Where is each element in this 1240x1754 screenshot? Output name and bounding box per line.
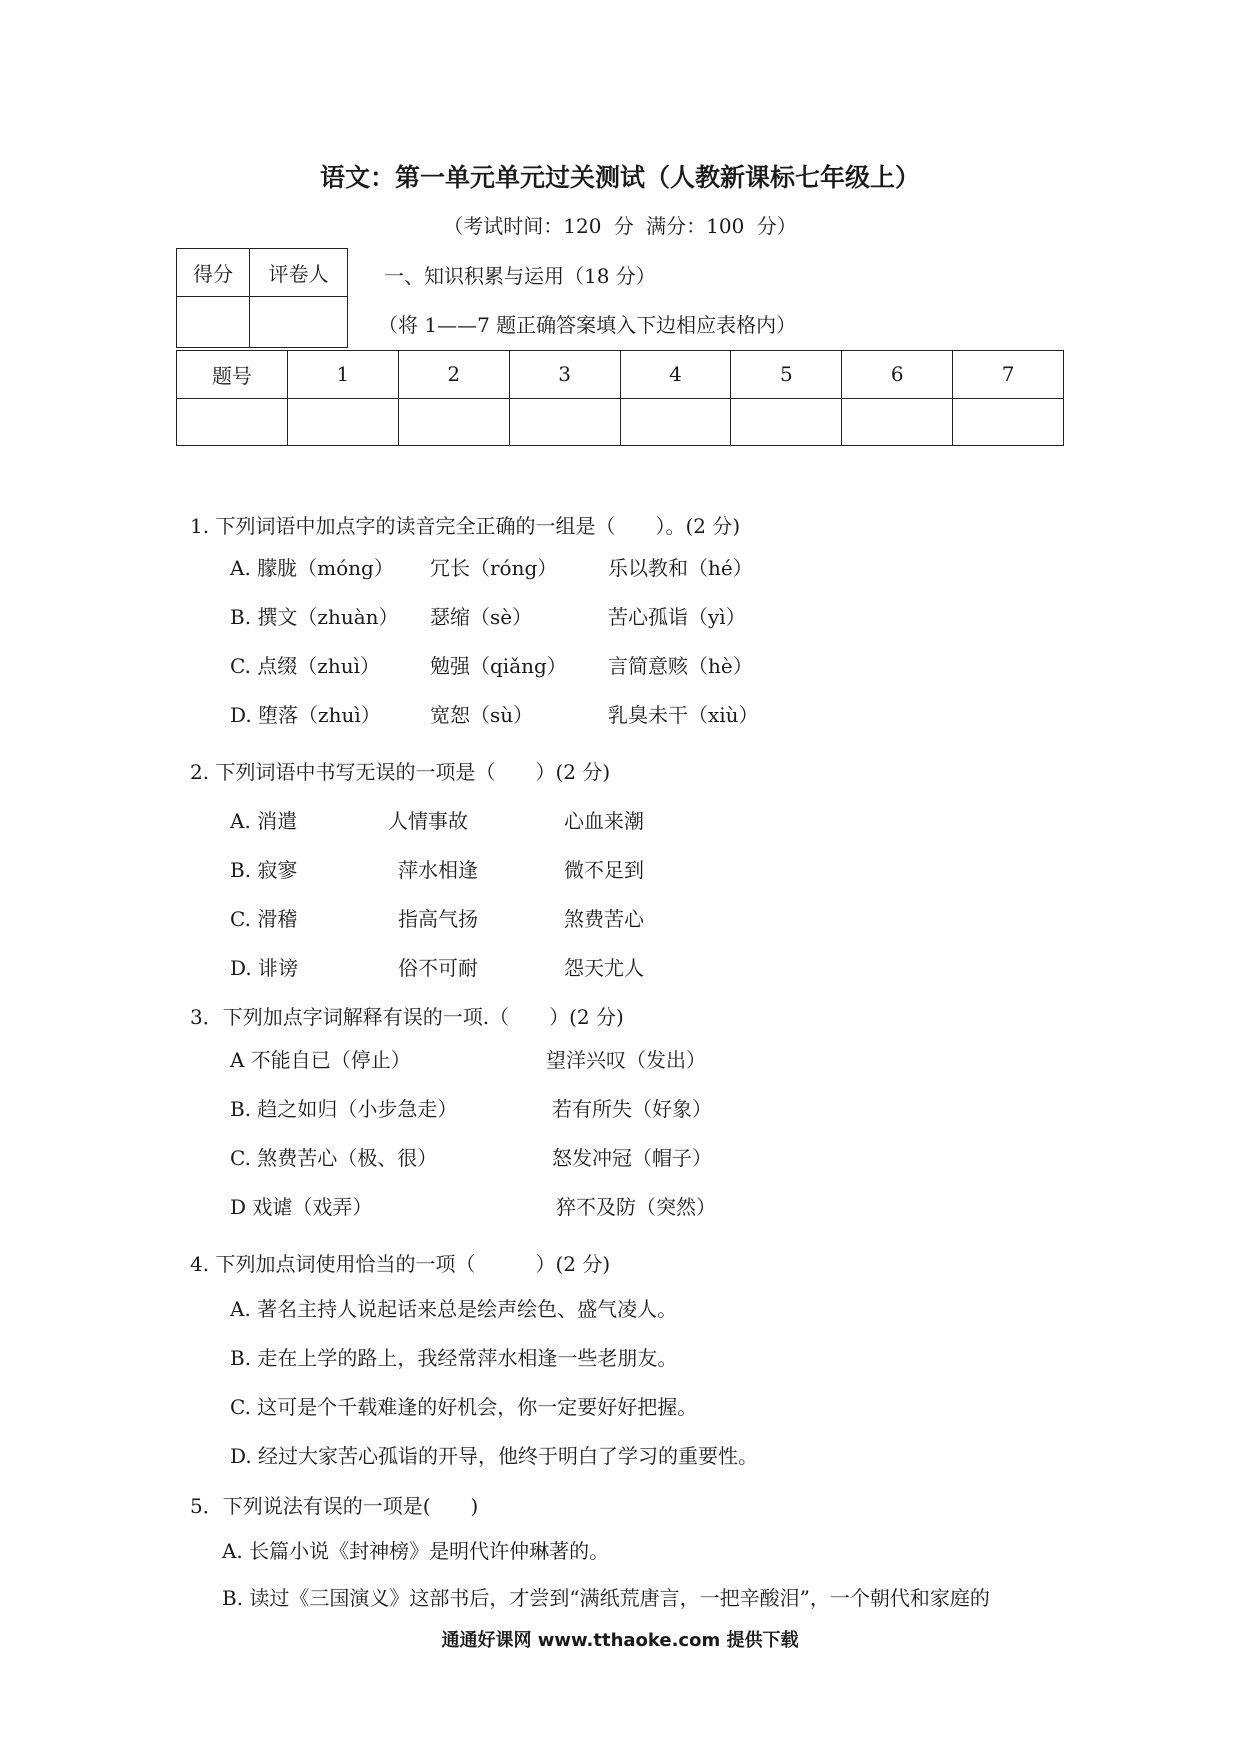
q3-option-a-1: A 不能自已（停止） (230, 1048, 411, 1072)
answer-col-3: 3 (509, 351, 620, 399)
answer-cell-blank (177, 398, 288, 446)
answer-cell-3[interactable] (509, 398, 620, 446)
answer-col-4: 4 (620, 351, 731, 399)
answer-cell-5[interactable] (731, 398, 842, 446)
q1-option-c-1: C. 点缀（zhuì） (230, 654, 380, 678)
question-5-stem: 5．下列说法有误的一项是( ) (190, 1494, 479, 1518)
q4-option-c: C. 这可是个千载难逢的好机会，你一定要好好把握。 (230, 1395, 698, 1419)
answer-cell-7[interactable] (953, 398, 1064, 446)
answer-cell-2[interactable] (398, 398, 509, 446)
answer-table (176, 350, 1064, 446)
answer-col-2: 2 (398, 351, 509, 399)
q1-option-b-3: 苦心孤诣（yì） (608, 605, 746, 629)
q1-option-a-2: 冗长（róng） (430, 556, 558, 580)
q3-option-a-2: 望洋兴叹（发出） (546, 1048, 706, 1072)
answer-cell-6[interactable] (842, 398, 953, 446)
q2-option-b-1: B. 寂寥 (230, 858, 298, 882)
section-note: （将 1——7 题正确答案填入下边相应表格内） (378, 313, 797, 337)
q1-option-d-1: D. 堕落（zhuì） (230, 703, 381, 727)
q3-option-d-1: D 戏谑（戏弄） (230, 1195, 373, 1219)
answer-col-7: 7 (953, 351, 1064, 399)
q2-option-d-3: 怨天尤人 (564, 956, 644, 980)
q1-option-a-3: 乐以教和（hé） (608, 556, 753, 580)
q1-option-c-3: 言简意赅（hè） (608, 654, 753, 678)
q2-option-c-3: 煞费苦心 (564, 907, 644, 931)
q4-option-b: B. 走在上学的路上，我经常萍水相逢一些老朋友。 (230, 1346, 678, 1370)
q1-option-d-3: 乳臭未干（xiù） (608, 703, 759, 727)
q2-option-c-1: C. 滑稽 (230, 907, 298, 931)
q2-option-a-2: 人情事故 (388, 809, 468, 833)
q1-option-b-2: 瑟缩（sè） (430, 605, 533, 629)
q2-option-d-2: 俗不可耐 (398, 956, 478, 980)
answer-cell-1[interactable] (287, 398, 398, 446)
q3-option-b-2: 若有所失（好象） (552, 1097, 712, 1121)
footer-credit: 通通好课网 www.tthaoke.com 提供下载 (441, 1630, 799, 1651)
question-2-stem: 2. 下列词语中书写无误的一项是（ ）(2 分) (190, 760, 611, 784)
q1-option-a-1: A. 朦胧（móng） (230, 556, 394, 580)
q3-option-d-2: 猝不及防（突然） (556, 1195, 716, 1219)
answer-col-6: 6 (842, 351, 953, 399)
grader-cell[interactable] (250, 297, 348, 348)
grader-label: 评卷人 (250, 249, 348, 297)
q1-option-b-1: B. 撰文（zhuàn） (230, 605, 399, 629)
q2-option-c-2: 指高气扬 (398, 907, 478, 931)
q2-option-d-1: D. 诽谤 (230, 956, 299, 980)
q3-option-c-2: 怒发冲冠（帽子） (552, 1146, 712, 1170)
score-box (176, 248, 348, 348)
exam-info: （考试时间：120 分 满分：100 分） (443, 214, 797, 238)
question-3-stem: 3．下列加点字词解释有误的一项.（ ）(2 分) (190, 1005, 624, 1029)
q2-option-a-1: A. 消遣 (230, 809, 298, 833)
question-4-stem: 4. 下列加点词使用恰当的一项（ ）(2 分) (190, 1252, 611, 1276)
q3-option-b-1: B. 趋之如归（小步急走） (230, 1097, 458, 1121)
q4-option-a: A. 著名主持人说起话来总是绘声绘色、盛气凌人。 (230, 1297, 678, 1321)
q3-option-c-1: C. 煞费苦心（极、很） (230, 1146, 438, 1170)
q5-option-a: A. 长篇小说《封神榜》是明代许仲琳著的。 (222, 1539, 610, 1563)
answer-cell-4[interactable] (620, 398, 731, 446)
q2-option-b-2: 萍水相逢 (398, 858, 478, 882)
q1-option-d-2: 宽恕（sù） (430, 703, 534, 727)
q5-option-b: B. 读过《三国演义》这部书后，才尝到“满纸荒唐言，一把辛酸泪”，一个朝代和家庭的 (222, 1586, 990, 1610)
score-label: 得分 (177, 249, 250, 297)
question-1-stem: 1. 下列词语中加点字的读音完全正确的一组是（ ）。(2 分) (190, 514, 741, 538)
q2-option-a-3: 心血来潮 (564, 809, 644, 833)
page-title: 语文：第一单元单元过关测试（人教新课标七年级上） (319, 163, 920, 192)
answer-col-5: 5 (731, 351, 842, 399)
q2-option-b-3: 微不足到 (564, 858, 644, 882)
answer-table-header: 题号 (177, 351, 288, 399)
q4-option-d: D. 经过大家苦心孤诣的开导，他终于明白了学习的重要性。 (230, 1444, 759, 1468)
q1-option-c-2: 勉强（qiǎng） (430, 654, 567, 678)
score-cell[interactable] (177, 297, 250, 348)
answer-col-1: 1 (287, 351, 398, 399)
section-heading: 一、知识积累与运用（18 分） (384, 264, 656, 288)
